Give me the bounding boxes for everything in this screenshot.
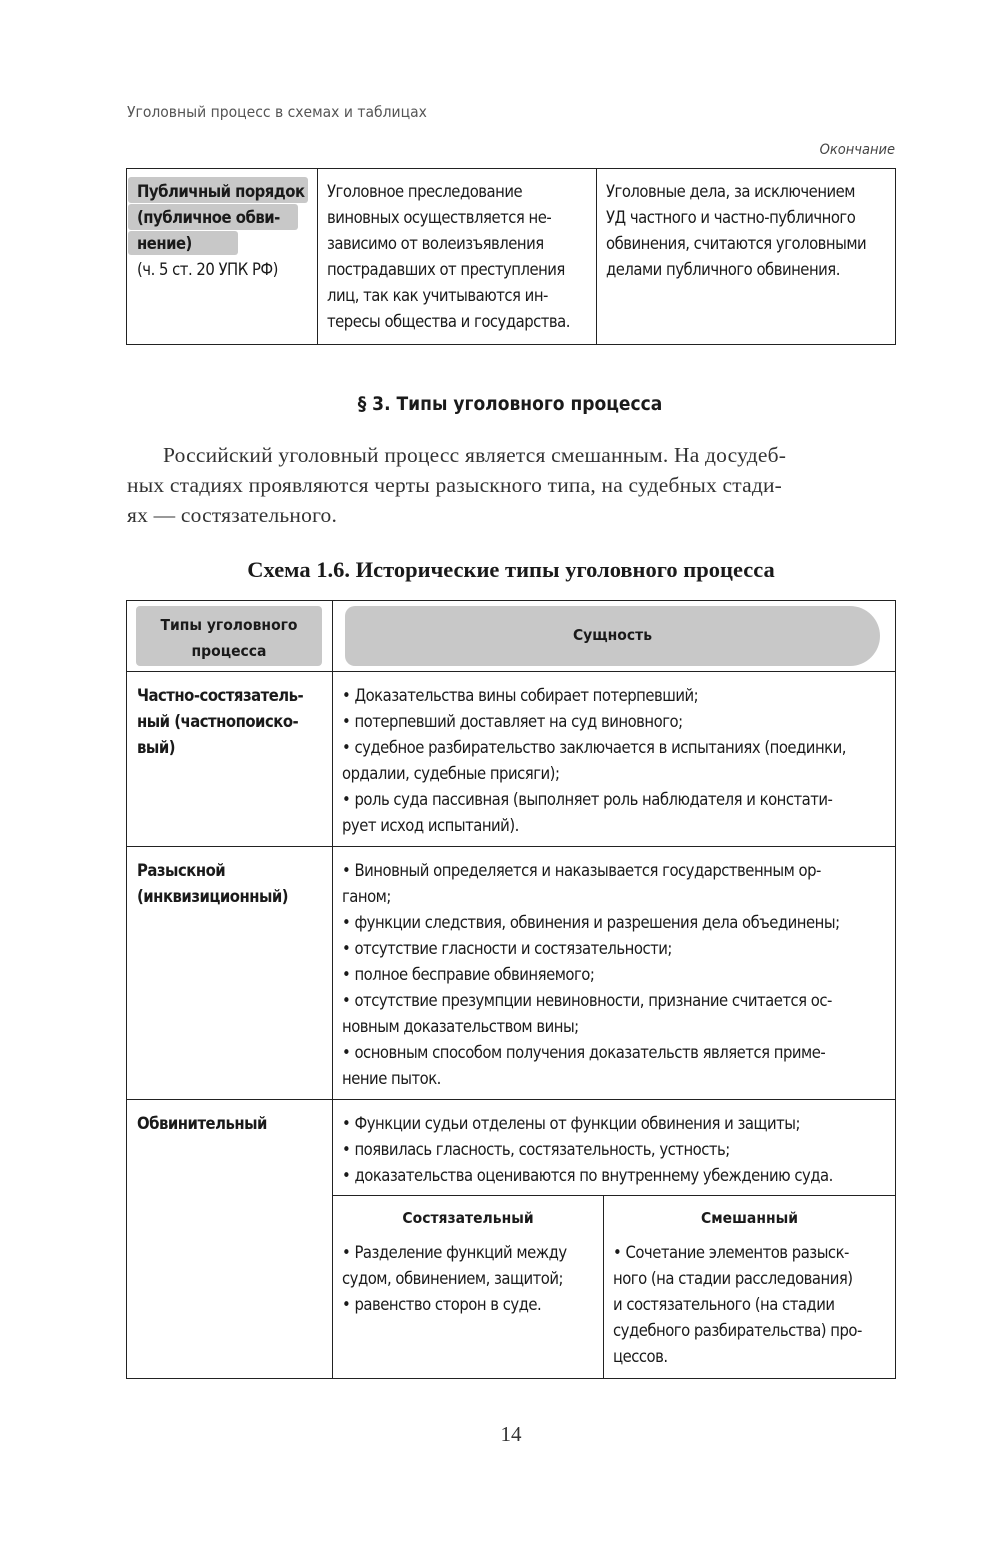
header-essence: Сущность xyxy=(572,626,653,644)
essence-accusatorial: • Функции судьи отделены от функции обвинения и защиты; • появилась гласность, состязательность, устность; • доказательства оцениваются по внутреннему убеждению суда. xyxy=(342,1114,833,1185)
subtype-adversarial-title: Состязательный xyxy=(402,1209,534,1227)
scheme-title: Схема 1.6. Исторические типы уголовного процесса xyxy=(247,557,775,582)
type-private-adversarial: Частно-состязатель- ный (частнопоиско- вый) xyxy=(137,686,304,757)
page-number: 14 xyxy=(500,1422,522,1446)
type-inquisitorial: Разыскной (инквизиционный) xyxy=(137,861,289,906)
continuation-label: Окончание xyxy=(819,142,895,158)
essence-private-adversarial: • Доказательства вины собирает потерпевший; • потерпевший доставляет на суд виновного; • судебное разбирательство заключается в испытаниях (поединки, ордалии, судебные присяги); • роль суда пассивная (выполняет роль наблюдателя и констати- рует исход испытаний). xyxy=(342,686,846,835)
essence-inquisitorial: • Виновный определяется и наказывается государственным ор- ганом; • функции следствия, обвинения и разрешения дела объединены; • отсутствие гласности и состязательности; • полное бесправие обвиняемого; • отсутствие презумпции невиновности, признание считается ос- новным доказательством вины; • основным способом получения доказательств является приме- нение пыток. xyxy=(342,861,840,1088)
public-order-description: Уголовное преследование виновных осуществляется не- зависимо от волеизъявления пострадавших от преступления лиц, так как учитываются ин- тересы общества и государства. xyxy=(327,182,570,331)
public-order-reference: (ч. 5 ст. 20 УПК РФ) xyxy=(137,260,278,279)
subtype-mixed-text: • Сочетание элементов разыск- ного (на стадии расследования) и состязательного (на стадии судебного разбирательства) про- цессов. xyxy=(613,1243,862,1366)
type-accusatorial: Обвинительный xyxy=(137,1114,267,1133)
subtype-adversarial-text: • Разделение функций между судом, обвинением, защитой; • равенство сторон в суде. xyxy=(342,1243,567,1314)
subtype-mixed-title: Смешанный xyxy=(701,1209,798,1227)
running-header: Уголовный процесс в схемах и таблицах xyxy=(127,103,427,121)
body-paragraph: Российский уголовный процесс является смешанным. На досудеб- ных стадиях проявляются черты разыскного типа, на судебных стади- ях — состязательного. xyxy=(127,443,787,527)
public-order-title: Публичный порядок (публичное обви- нение) xyxy=(137,182,305,253)
public-order-cases: Уголовные дела, за исключением УД частного и частно-публичного обвинения, считаются уголовными делами публичного обвинения. xyxy=(606,182,867,279)
section-heading: § 3. Типы уголовного процесса xyxy=(357,393,663,415)
header-types: Типы уголовного процесса xyxy=(160,616,298,660)
